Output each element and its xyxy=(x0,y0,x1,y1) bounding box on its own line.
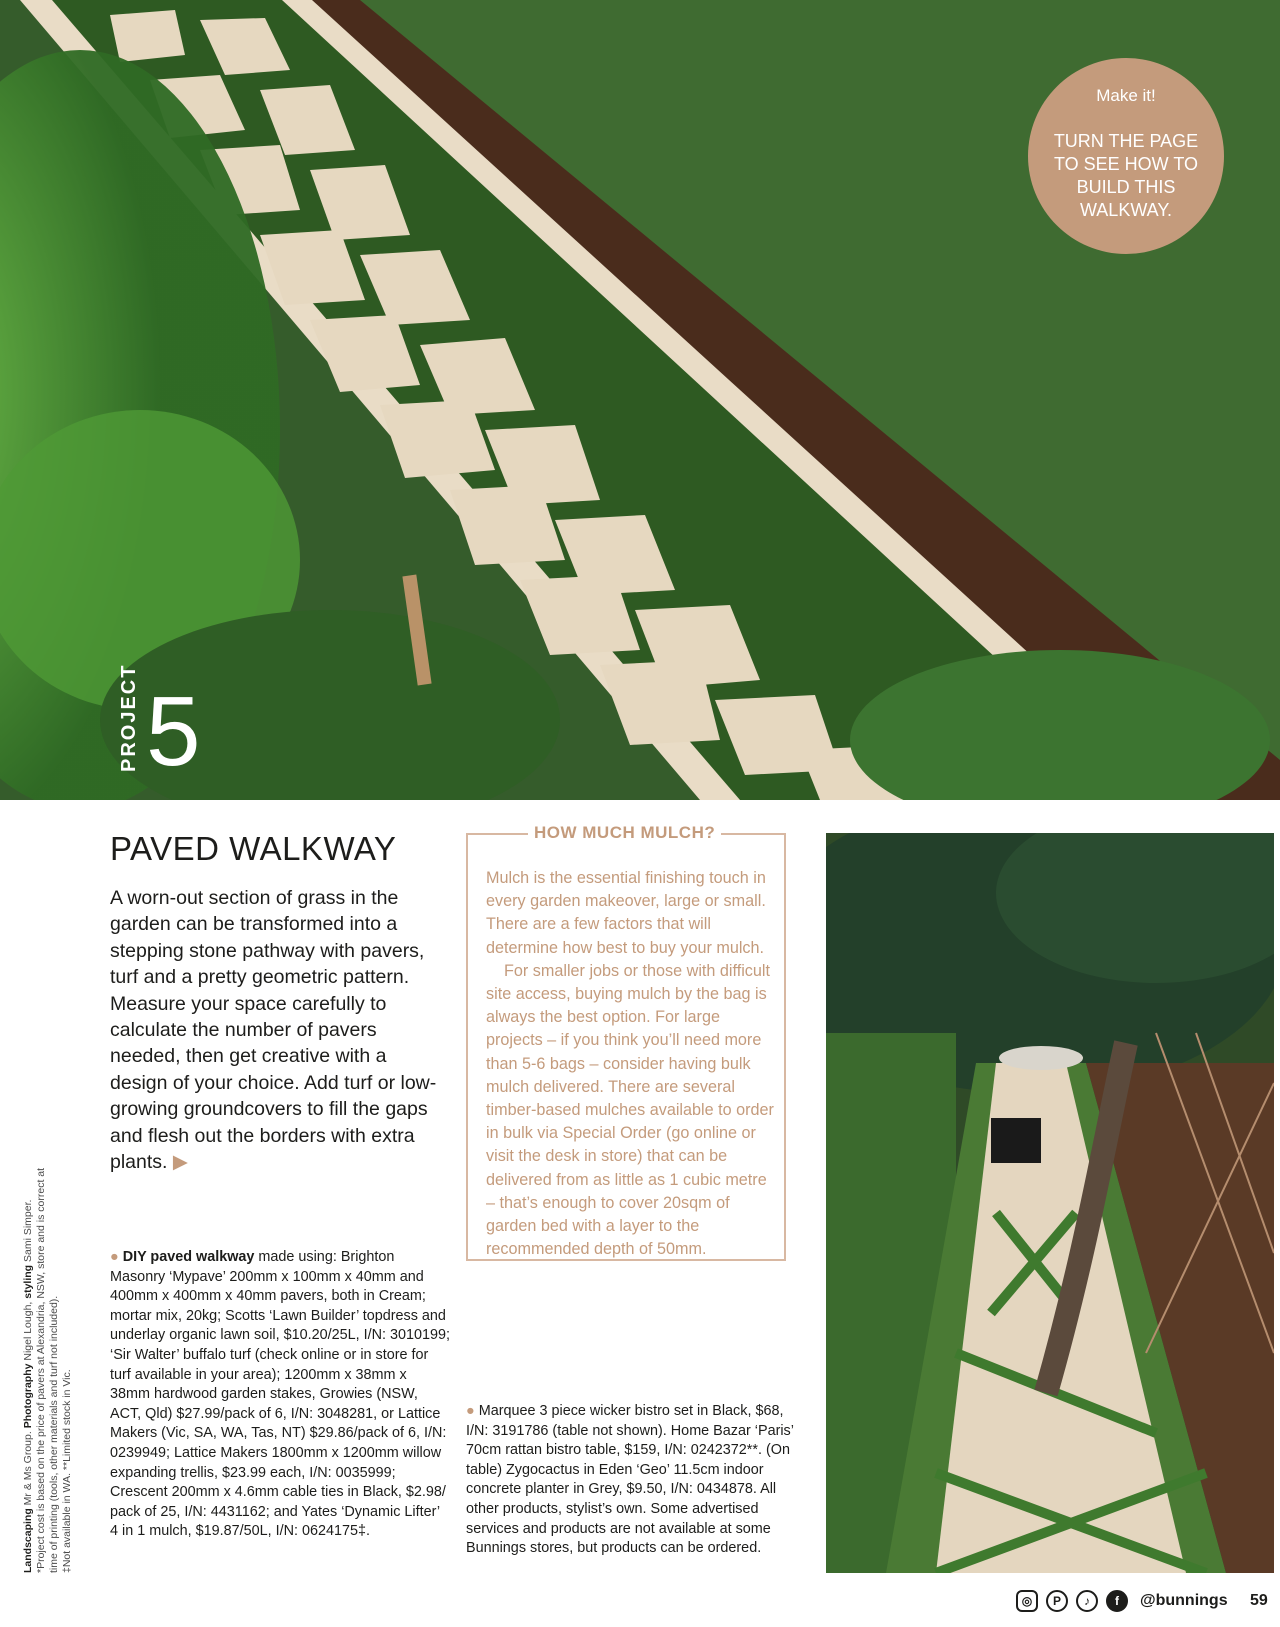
credits-line-3: ‡Not available in WA. **Limited stock in Vic. xyxy=(61,1369,73,1573)
credits-label-photography: Photography xyxy=(22,1363,34,1429)
hero-photo xyxy=(0,0,1280,800)
bistro-credits xyxy=(466,1402,796,1559)
walkway-photo xyxy=(826,833,1274,1573)
sidebar-paragraph-2: For smaller jobs or those with difficult site access, buying mulch by the bag is always the best option. For large projects – if you think you’ll need more than 5-6 bags – consider having bulk mulch delivered. There are several timber-based mulches available to order in bulk via Special Order (go online or visit the desk in store) that can be delivered from as little as 1 cubic metre – that’s enough to cover 20sqm of garden bed with a layer to the recommended depth of 50mm. xyxy=(486,961,774,1259)
parts-list xyxy=(110,1248,450,1542)
credits-label-styling: styling xyxy=(22,1264,34,1299)
social-bar xyxy=(1016,1590,1228,1612)
parts-text: made using: Brighton Masonry ‘Mypave’ 200mm x 100mm x 40mm and 400mm x 400mm x 40mm pavers, both in Cream; mortar mix, 20kg; Scotts ‘Lawn Builder’ topdress and underlay organic lawn soil, $10.20/25L, I/N: 3010199; ‘Sir Walter’ buffalo turf (check online or in store for turf available in your area); 1200mm x 38mm x 38mm hardwood garden stakes, Growies (NSW, ACT, Qld) $27.99/pack of 6, I/N: 3048281, or Lattice Makers (Vic, SA, WA, Tas, NT) $29.86/pack of 6, I/N: 0239949; Lattice Makers 1800mm x 1200mm willow expanding trellis, $23.99 each, I/N: 0035999; Crescent 200mm x 4.6mm cable ties in Black, $2.98/ pack of 25, I/N: 4431162; and Yates ‘Dynamic Lifter’ 4 in 1 mulch, $19.87/50L, I/N: 0624175‡. xyxy=(110,1249,451,1540)
pinterest-icon[interactable]: P xyxy=(1046,1590,1068,1612)
credits-landscaping: Mr & Ms Group. xyxy=(22,1428,34,1509)
bullet-dot-icon: ● xyxy=(466,1403,475,1419)
tiktok-icon[interactable]: ♪ xyxy=(1076,1590,1098,1612)
credits-photography: Nigel Lough, xyxy=(22,1298,34,1364)
credits-line-2: *Project cost is based on the price of pavers at Alexandria, NSW, store and is correct at time of printing (tools, other materials and turf not included). xyxy=(35,1167,60,1573)
facebook-icon[interactable]: f xyxy=(1106,1590,1128,1612)
article-title: PAVED WALKWAY xyxy=(110,830,397,867)
credits-line-1 xyxy=(22,1153,35,1573)
badge-text: TURN THE PAGE TO SEE HOW TO BUILD THIS WALKWAY. xyxy=(1053,131,1199,220)
project-number: 5 xyxy=(146,676,201,786)
parts-lead: DIY paved walkway xyxy=(122,1249,255,1265)
make-it-badge xyxy=(1028,58,1224,254)
bistro-text: Marquee 3 piece wicker bistro set in Black, $68, I/N: 3191786 (table not shown). Home Bazar ‘Paris’ 70cm rattan bistro table, $159, I/N: 0242372**. (On table) Zygocactus in Eden ‘Geo’ 11.5cm indoor concrete planter in Grey, $9.50, I/N: 0434878. All other products, stylist’s own. Some advertised services and products are not available at some Bunnings stores, but products can be ordered. xyxy=(466,1403,794,1557)
photo-credits xyxy=(22,1153,74,1573)
continue-arrow-icon: ▶ xyxy=(172,1151,188,1174)
bullet-dot-icon: ● xyxy=(110,1249,119,1265)
badge-kicker: Make it! xyxy=(1096,86,1156,105)
project-label: PROJECT xyxy=(118,663,140,772)
intro-text: A worn-out section of grass in the garden can be transformed into a stepping stone pathway with pavers, turf and a pretty geometric pattern. Measure your space carefully to calculate the number of pavers needed, then get creative with a design of your choice. Add turf or low-growing groundcovers to fill the gaps and flesh out the borders with extra plants. xyxy=(110,887,437,1174)
page-number: 59 xyxy=(1250,1592,1268,1609)
article-intro xyxy=(110,885,440,1175)
credits-label-landscaping: Landscaping xyxy=(22,1508,34,1573)
credits-styling: Sami Simper. xyxy=(22,1199,34,1265)
sidebar-body xyxy=(486,867,776,1261)
social-handle[interactable]: @bunnings xyxy=(1140,1592,1228,1609)
mulch-sidebar xyxy=(466,823,786,1261)
sidebar-paragraph-1: Mulch is the essential finishing touch in every garden makeover, large or small. There are a few factors that will determine how best to buy your mulch. xyxy=(486,869,766,957)
instagram-icon[interactable]: ◎ xyxy=(1016,1590,1038,1612)
sidebar-title: HOW MUCH MULCH? xyxy=(528,823,721,843)
walkway-photo-illustration xyxy=(826,833,1274,1573)
